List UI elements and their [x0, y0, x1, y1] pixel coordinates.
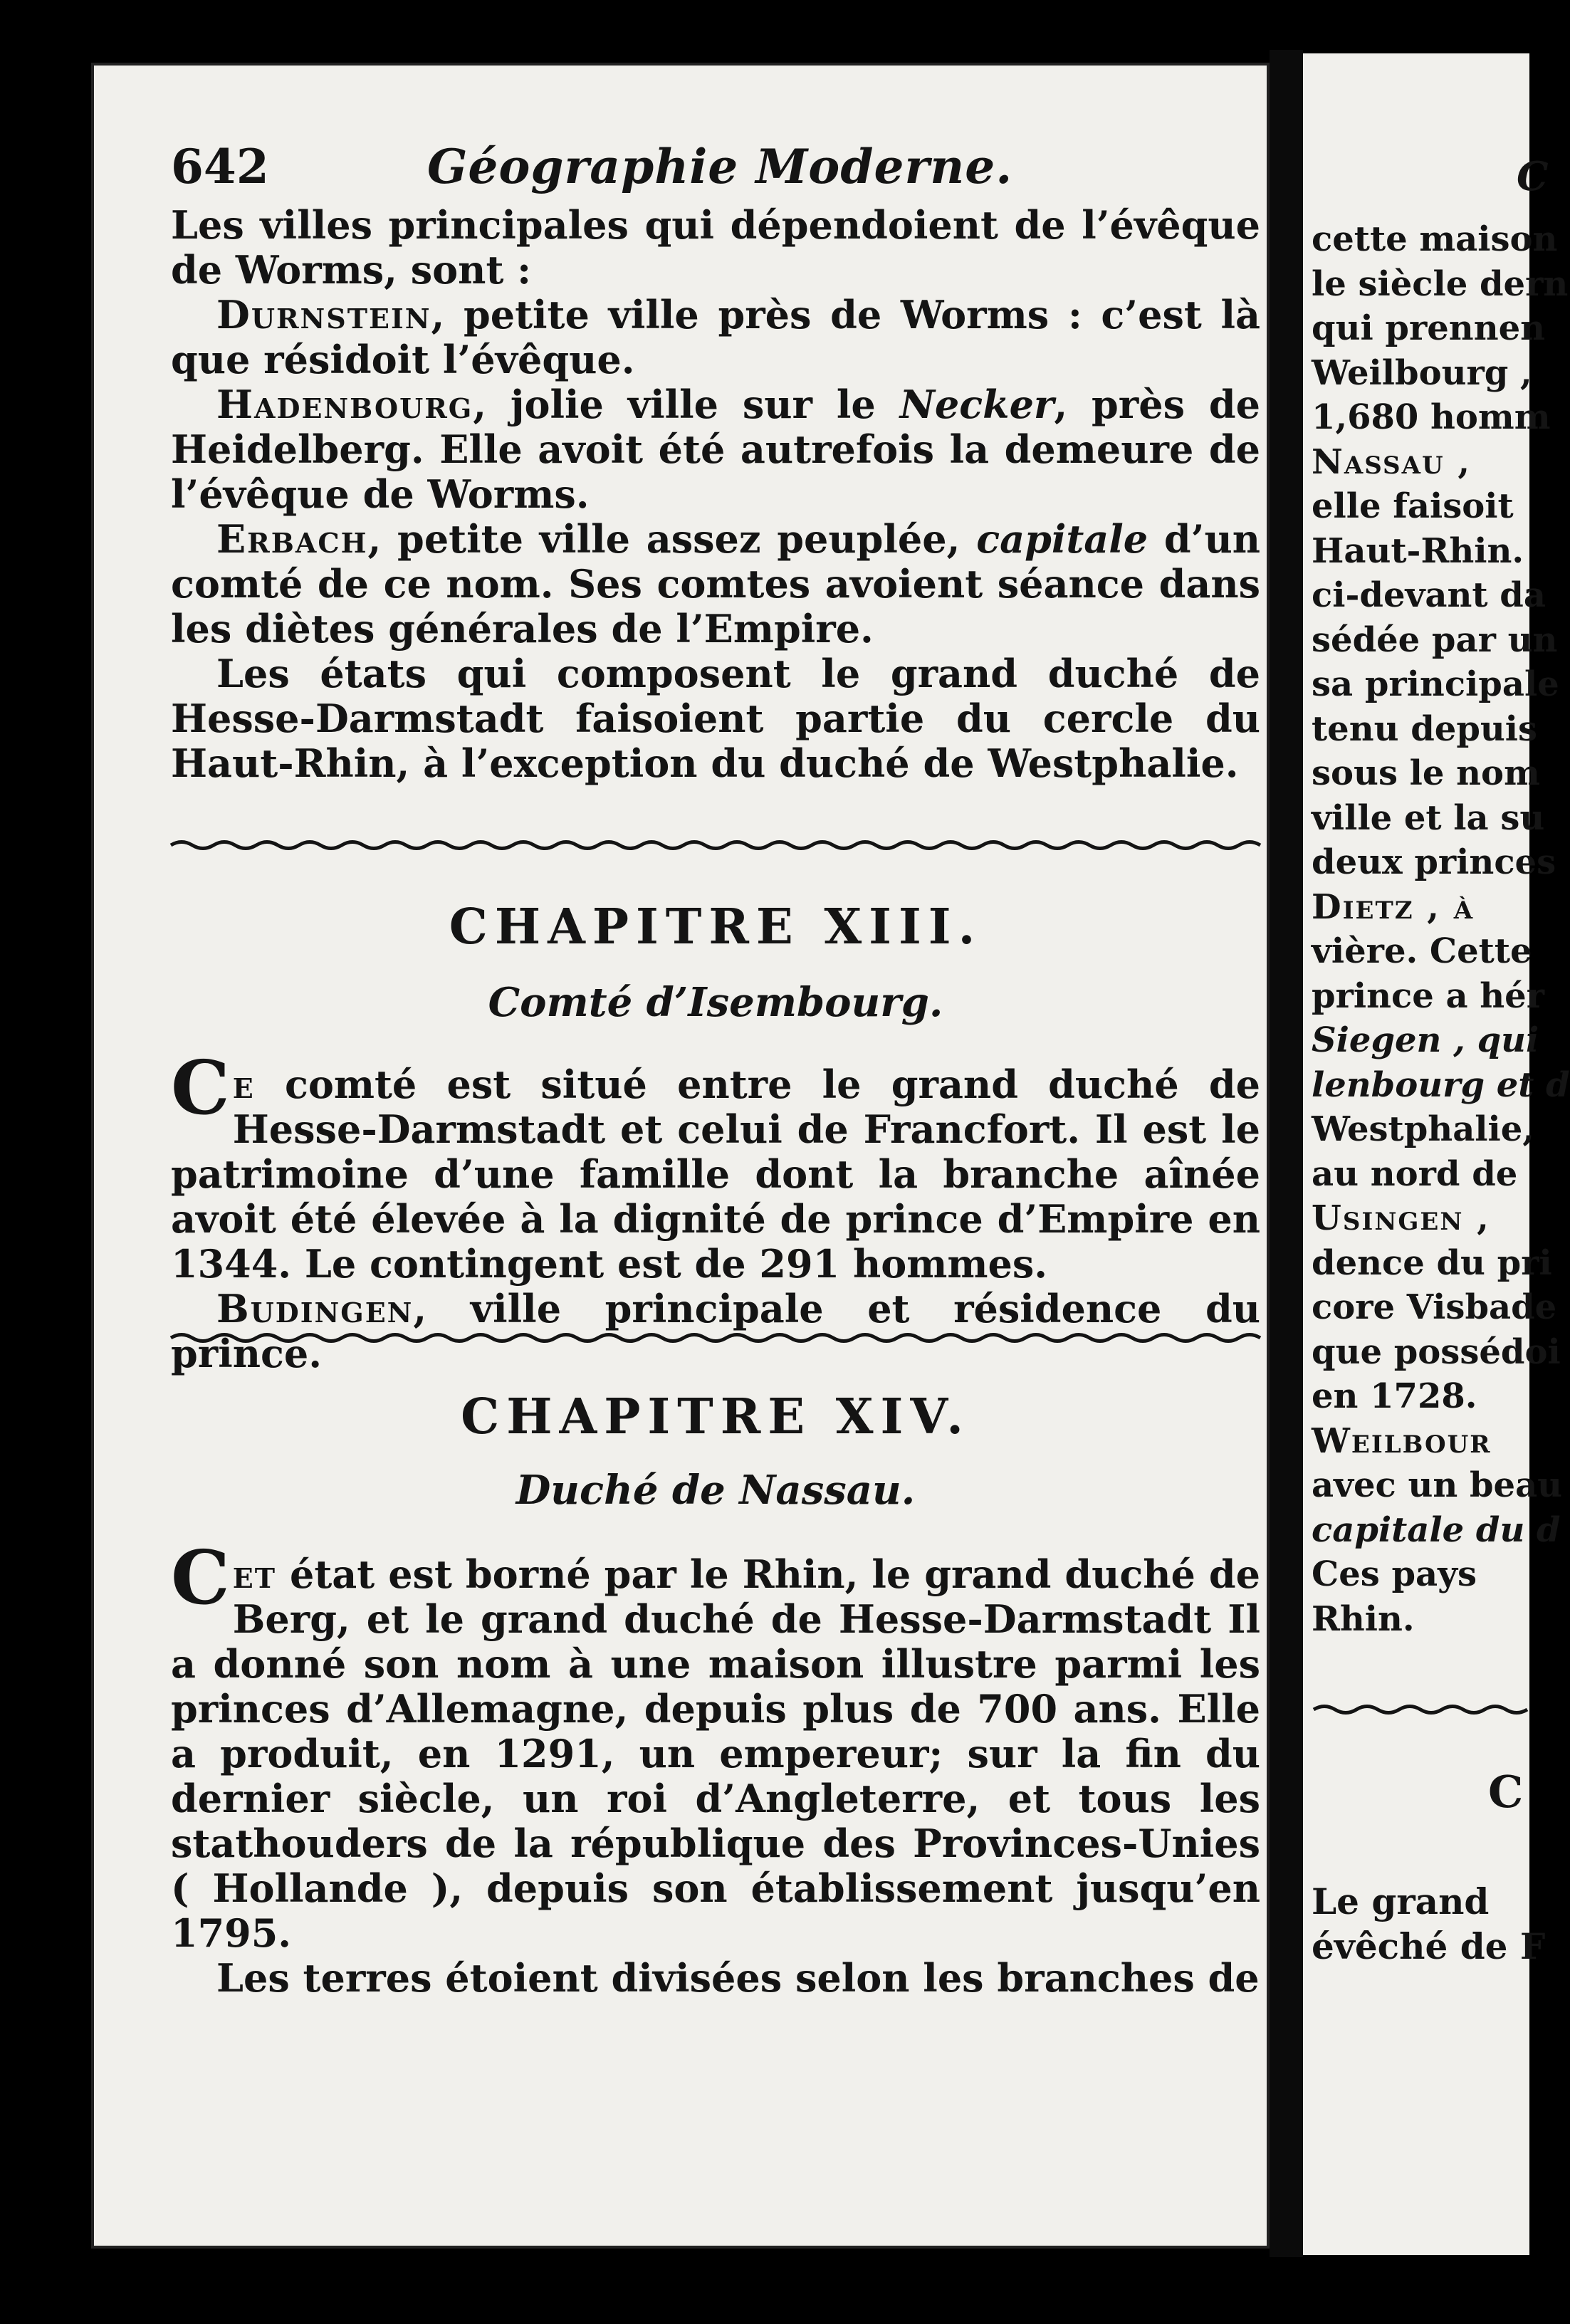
book-gutter: [1270, 50, 1303, 2257]
right-line: Weilbourg ,: [1312, 352, 1532, 393]
paragraph-text: , petite ville assez peuplée,: [367, 516, 977, 562]
right-line: sa principale: [1312, 664, 1559, 704]
chapter-14-body: [171, 1534, 1260, 2001]
drop-cap: C: [171, 1044, 230, 1131]
intro-paragraph-1: Les villes principales qui dépendoient de l’évêque de Worms, sont :: [171, 202, 1260, 293]
right-line: tenu depuis: [1312, 708, 1538, 749]
wavy-rule: [171, 1331, 1260, 1344]
right-page-header-letter: C: [1517, 153, 1549, 200]
intro-section: [171, 203, 1260, 786]
paragraph-text: , ville principale et résidence du prince.: [171, 1286, 1260, 1376]
right-line: en 1728.: [1312, 1376, 1477, 1416]
right-line: Haut-Rhin.: [1312, 530, 1524, 571]
right-line: 1,680 homm: [1312, 397, 1551, 437]
right-line: Dietz , à: [1312, 886, 1475, 927]
right-line: avec un beau: [1312, 1465, 1563, 1505]
right-line: cette maison: [1312, 219, 1558, 259]
drop-cap-continuation: e: [232, 1062, 255, 1107]
paragraph-text: comté est situé entre le grand duché de Hesse-Darmstadt et celui de Francfort. Il est le patrimoine d’une famille dont la branche aînée avoit été élevée à la dignité de prince d’Empire en 1344. Le contingent est de 291 hommes.: [171, 1062, 1260, 1287]
right-line: lenbourg et d: [1312, 1064, 1570, 1105]
right-line: qui prennen: [1312, 308, 1546, 348]
place-name: Erbach: [216, 516, 368, 562]
river-name: Necker: [899, 382, 1054, 427]
right-line: Westphalie,: [1312, 1109, 1535, 1149]
right-line: elle faisoit: [1312, 486, 1514, 526]
chapter-13-paragraph-1: [171, 1044, 1260, 1287]
paragraph-text: , jolie ville sur le: [473, 382, 900, 427]
right-line: vière. Cette: [1312, 931, 1532, 971]
right-line: au nord de: [1312, 1153, 1518, 1194]
right-line: Ces pays: [1312, 1554, 1477, 1594]
right-line: Usingen ,: [1312, 1198, 1490, 1238]
chapter-14-subtitle: Duché de Nassau.: [516, 1467, 916, 1514]
right-line: capitale du d: [1312, 1509, 1561, 1550]
right-line: que possédoi: [1312, 1331, 1561, 1372]
chapter-13-body: [171, 1044, 1260, 1376]
chapter-14-paragraph-1: [171, 1534, 1260, 1956]
right-page-bottom-text: [1312, 1880, 1546, 1969]
page-number: 642: [171, 139, 269, 194]
right-line: le siècle dern: [1312, 263, 1569, 304]
italic-word: capitale: [976, 516, 1148, 562]
paragraph-text: état est borné par le Rhin, le grand duché de Berg, et le grand duché de Hesse-Darmstadt Il a donné son nom à une maison illustre parmi les princes d’Allemagne, depuis plus de 700 ans. Elle a produit, en 1291, un empereur; sur la fin du dernier siècle, un roi d’Angleterre, et tous les stathouders de la république des Provinces-Unies ( Hollande ), depuis son établissement jusqu’en 1795.: [171, 1551, 1260, 1956]
right-line: Nassau ,: [1312, 441, 1472, 482]
right-line: prince a hér: [1312, 975, 1544, 1016]
drop-cap: C: [171, 1534, 230, 1621]
right-line: Weilbour: [1312, 1420, 1492, 1461]
place-name: Durnstein: [216, 292, 431, 337]
chapter-14-heading: CHAPITRE XIV.: [461, 1388, 970, 1445]
intro-paragraph-3: [171, 382, 1260, 517]
place-name: Hadenbourg: [216, 382, 473, 427]
intro-paragraph-5: Les états qui composent le grand duché de Hesse-Darmstadt faisoient partie du cercle du Haut-Rhin, à l’exception du duché de Westphalie.: [171, 651, 1260, 786]
chapter-14-paragraph-2: Les terres étoient divisées selon les branches de: [216, 1955, 1260, 2001]
right-line: ci-devant da: [1312, 575, 1546, 615]
paragraph-text: d’un comté de ce nom. Ses comtes avoient séance dans les diètes générales de l’Empire.: [171, 516, 1260, 651]
right-line: sédée par un: [1312, 619, 1558, 660]
right-line: core Visbade: [1312, 1287, 1557, 1327]
paragraph-text: , petite ville près de Worms : c’est là que résidoit l’évêque.: [171, 292, 1260, 382]
right-line: dence du pri: [1312, 1242, 1552, 1283]
intro-paragraph-4: [171, 517, 1260, 651]
running-title: Géographie Moderne.: [427, 139, 1013, 194]
chapter-13-heading: CHAPITRE XIII.: [449, 899, 983, 956]
right-line: Rhin.: [1312, 1598, 1415, 1639]
drop-cap-continuation: et: [232, 1551, 277, 1597]
right-line: ville et la su: [1312, 797, 1545, 838]
right-line: Le grand: [1312, 1880, 1490, 1922]
paragraph-text: , près de Heidelberg. Elle avoit été autrefois la demeure de l’évêque de Worms.: [171, 382, 1260, 517]
right-line: sous le nom: [1312, 753, 1540, 793]
intro-paragraph-2: [171, 293, 1260, 382]
right-line: deux princes: [1312, 842, 1556, 882]
place-name: Budingen: [216, 1286, 414, 1331]
wavy-rule: [171, 839, 1260, 852]
right-line: évêché de F: [1312, 1925, 1546, 1967]
right-page-text: [1312, 217, 1570, 1641]
right-wavy-rule: [1314, 1703, 1529, 1716]
page-header: [171, 132, 1239, 210]
right-chapter-letter: C: [1488, 1766, 1524, 1818]
right-line: Siegen , qui: [1312, 1020, 1539, 1060]
chapter-13-subtitle: Comté d’Isembourg.: [488, 979, 943, 1026]
